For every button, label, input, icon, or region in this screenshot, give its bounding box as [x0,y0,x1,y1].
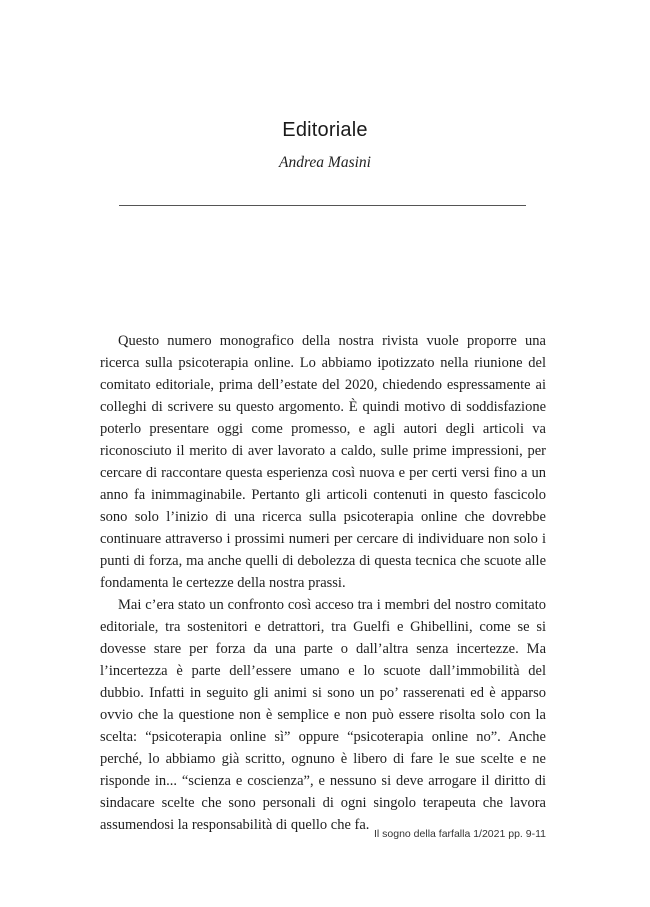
journal-citation: Il sogno della farfalla 1/2021 pp. 9-11 [373,828,546,840]
title-divider [119,205,526,206]
article-body [100,330,546,836]
body-paragraph: Questo numero monografico della nostra rivista vuole proporre una ricerca sulla psicoterapia online. Lo abbiamo ipotizzato nella riunione del comitato editoriale, prima dell’estate del 2020, chiedendo espressamente ai colleghi di scrivere su questo argomento. È quindi motivo di soddisfazione poterlo presentare oggi come promesso, e agli autori degli articoli va riconosciuto il merito di aver lavorato a caldo, sulle prime impressioni, per cercare di raccontare questa esperienza così nuova e per certi versi fino a un anno fa inimmaginabile. Pertanto gli articoli contenuti in questo fascicolo sono solo l’inizio di una ricerca sulla psicoterapia online che dovrebbe continuare attraverso i prossimi numeri per cercare di individuare non solo i punti di forza, ma anche quelli di debolezza di questa tecnica che scuote alle fondamenta le certezze della nostra prassi. [100,333,546,591]
body-paragraph: Mai c’era stato un confronto così acceso tra i membri del nostro comitato editoriale, tra sostenitori e detrattori, tra Guelfi e Ghibellini, come se si dovesse stare per forza da una parte o dall’altra senza incertezze. Ma l’incertezza è parte dell’essere umano e lo scuote dall’immobilità del dubbio. Infatti in seguito gli animi si sono un po’ rasserenati ed è apparso ovvio che la questione non è semplice e non può essere risolta solo con la scelta: “psicoterapia online sì” oppure “psicoterapia online no”. Anche perché, lo abbiamo già scritto, ognuno è libero di fare le sue scelte e ne risponde in... “scienza e coscienza”, e nessuno si deve arrogare il diritto di sindacare scelte che sono personali di ogni singolo terapeuta che lavora assumendosi la responsabilità di quello che fa. [100,597,546,833]
author-name: Andrea Masini [279,154,371,171]
page-title: Editoriale [282,119,368,142]
